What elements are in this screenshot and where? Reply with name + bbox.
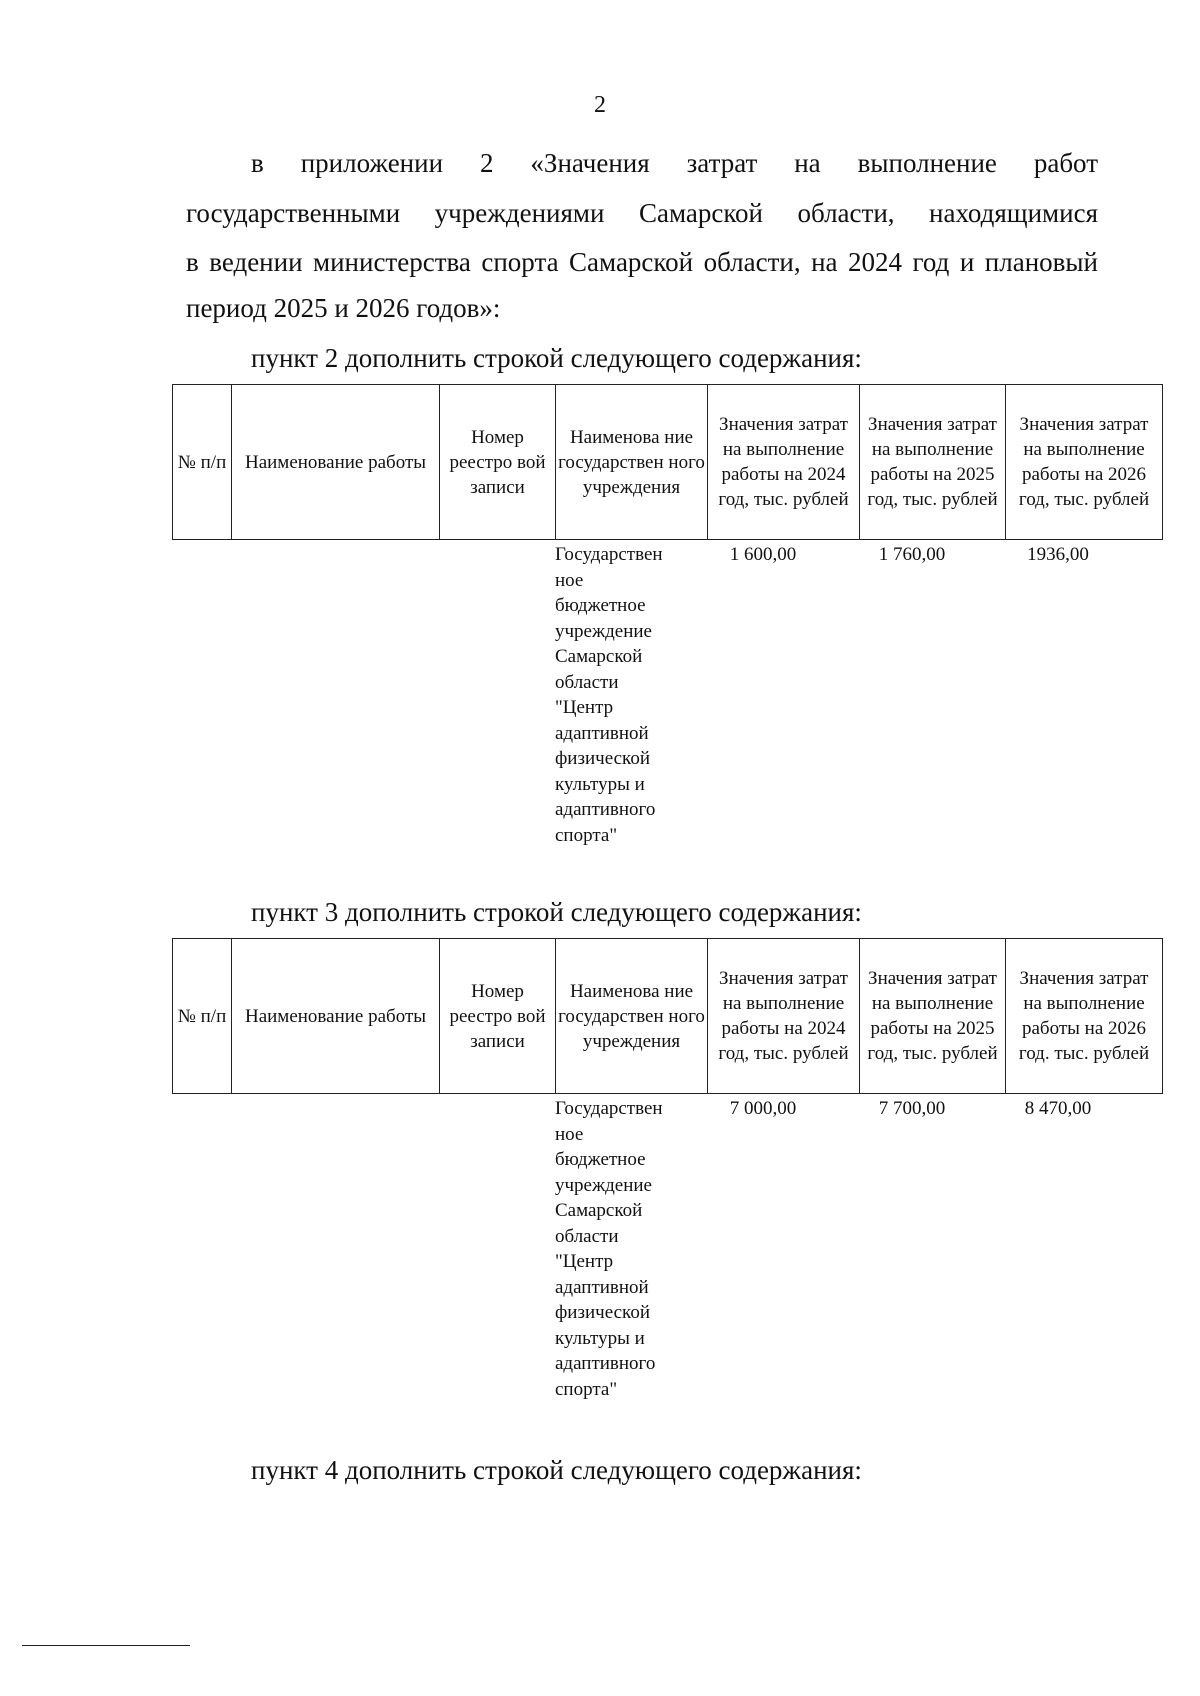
page-number: 2 xyxy=(594,92,606,118)
intro-line-3: в ведении министерства спорта Самарской области, на 2024 год и плановый xyxy=(186,247,1098,277)
intro-line-2: государственными учреждениями Самарской области, находящимися xyxy=(186,198,1098,228)
value-2026: 8 470,00 xyxy=(1024,1098,1092,1119)
header-2025: Значения затрат на выполнение работы на 2025 год, тыс. рублей xyxy=(860,385,1006,540)
section-heading-3: пункт 3 дополнить строкой следующего содержания: xyxy=(251,897,862,927)
header-2026: Значения затрат на выполнение работы на 2026 год, тыс. рублей xyxy=(1006,385,1163,540)
header-2024: Значения затрат на выполнение работы на 2024 год, тыс. рублей xyxy=(708,385,860,540)
header-institution: Наименова ние государствен ного учреждения xyxy=(556,939,708,1094)
header-2026: Значения затрат на выполнение работы на 2026 год. тыс. рублей xyxy=(1006,939,1163,1094)
table-header xyxy=(172,384,1163,540)
value-2024: 7 000,00 xyxy=(729,1098,797,1119)
header-2024: Значения затрат на выполнение работы на 2024 год, тыс. рублей xyxy=(708,939,860,1094)
value-2026: 1936,00 xyxy=(1027,544,1089,565)
header-2025: Значения затрат на выполнение работы на 2025 год, тыс. рублей xyxy=(860,939,1006,1094)
header-work: Наименование работы xyxy=(232,939,440,1094)
header-registry: Номер реестро вой записи xyxy=(440,385,556,540)
cost-table-2 xyxy=(172,384,1150,860)
footnote-divider xyxy=(22,1645,190,1646)
table-header xyxy=(172,938,1163,1094)
value-2024: 1 600,00 xyxy=(729,544,797,565)
intro-line-4: период 2025 и 2026 годов»: xyxy=(186,293,501,323)
value-2025: 7 700,00 xyxy=(878,1098,946,1119)
section-heading-2: пункт 2 дополнить строкой следующего содержания: xyxy=(251,343,862,373)
section-heading-4: пункт 4 дополнить строкой следующего содержания: xyxy=(251,1455,862,1485)
cost-table-3 xyxy=(172,938,1150,1414)
header-work: Наименование работы xyxy=(232,385,440,540)
value-2025: 1 760,00 xyxy=(878,544,946,565)
table-row xyxy=(172,1094,1141,1414)
table-row xyxy=(172,540,1141,860)
institution-name: Государствен ное бюджетное учреждение Самарской области "Центр адаптивной физической культуры и адаптивного спорта" xyxy=(555,1098,663,1400)
header-institution: Наименова ние государствен ного учреждения xyxy=(556,385,708,540)
intro-line-1: в приложении 2 «Значения затрат на выполнение работ xyxy=(251,148,1098,178)
institution-name: Государствен ное бюджетное учреждение Самарской области "Центр адаптивной физической культуры и адаптивного спорта" xyxy=(555,544,663,846)
header-registry: Номер реестро вой записи xyxy=(440,939,556,1094)
header-num: № п/п xyxy=(173,385,232,540)
header-num: № п/п xyxy=(173,939,232,1094)
